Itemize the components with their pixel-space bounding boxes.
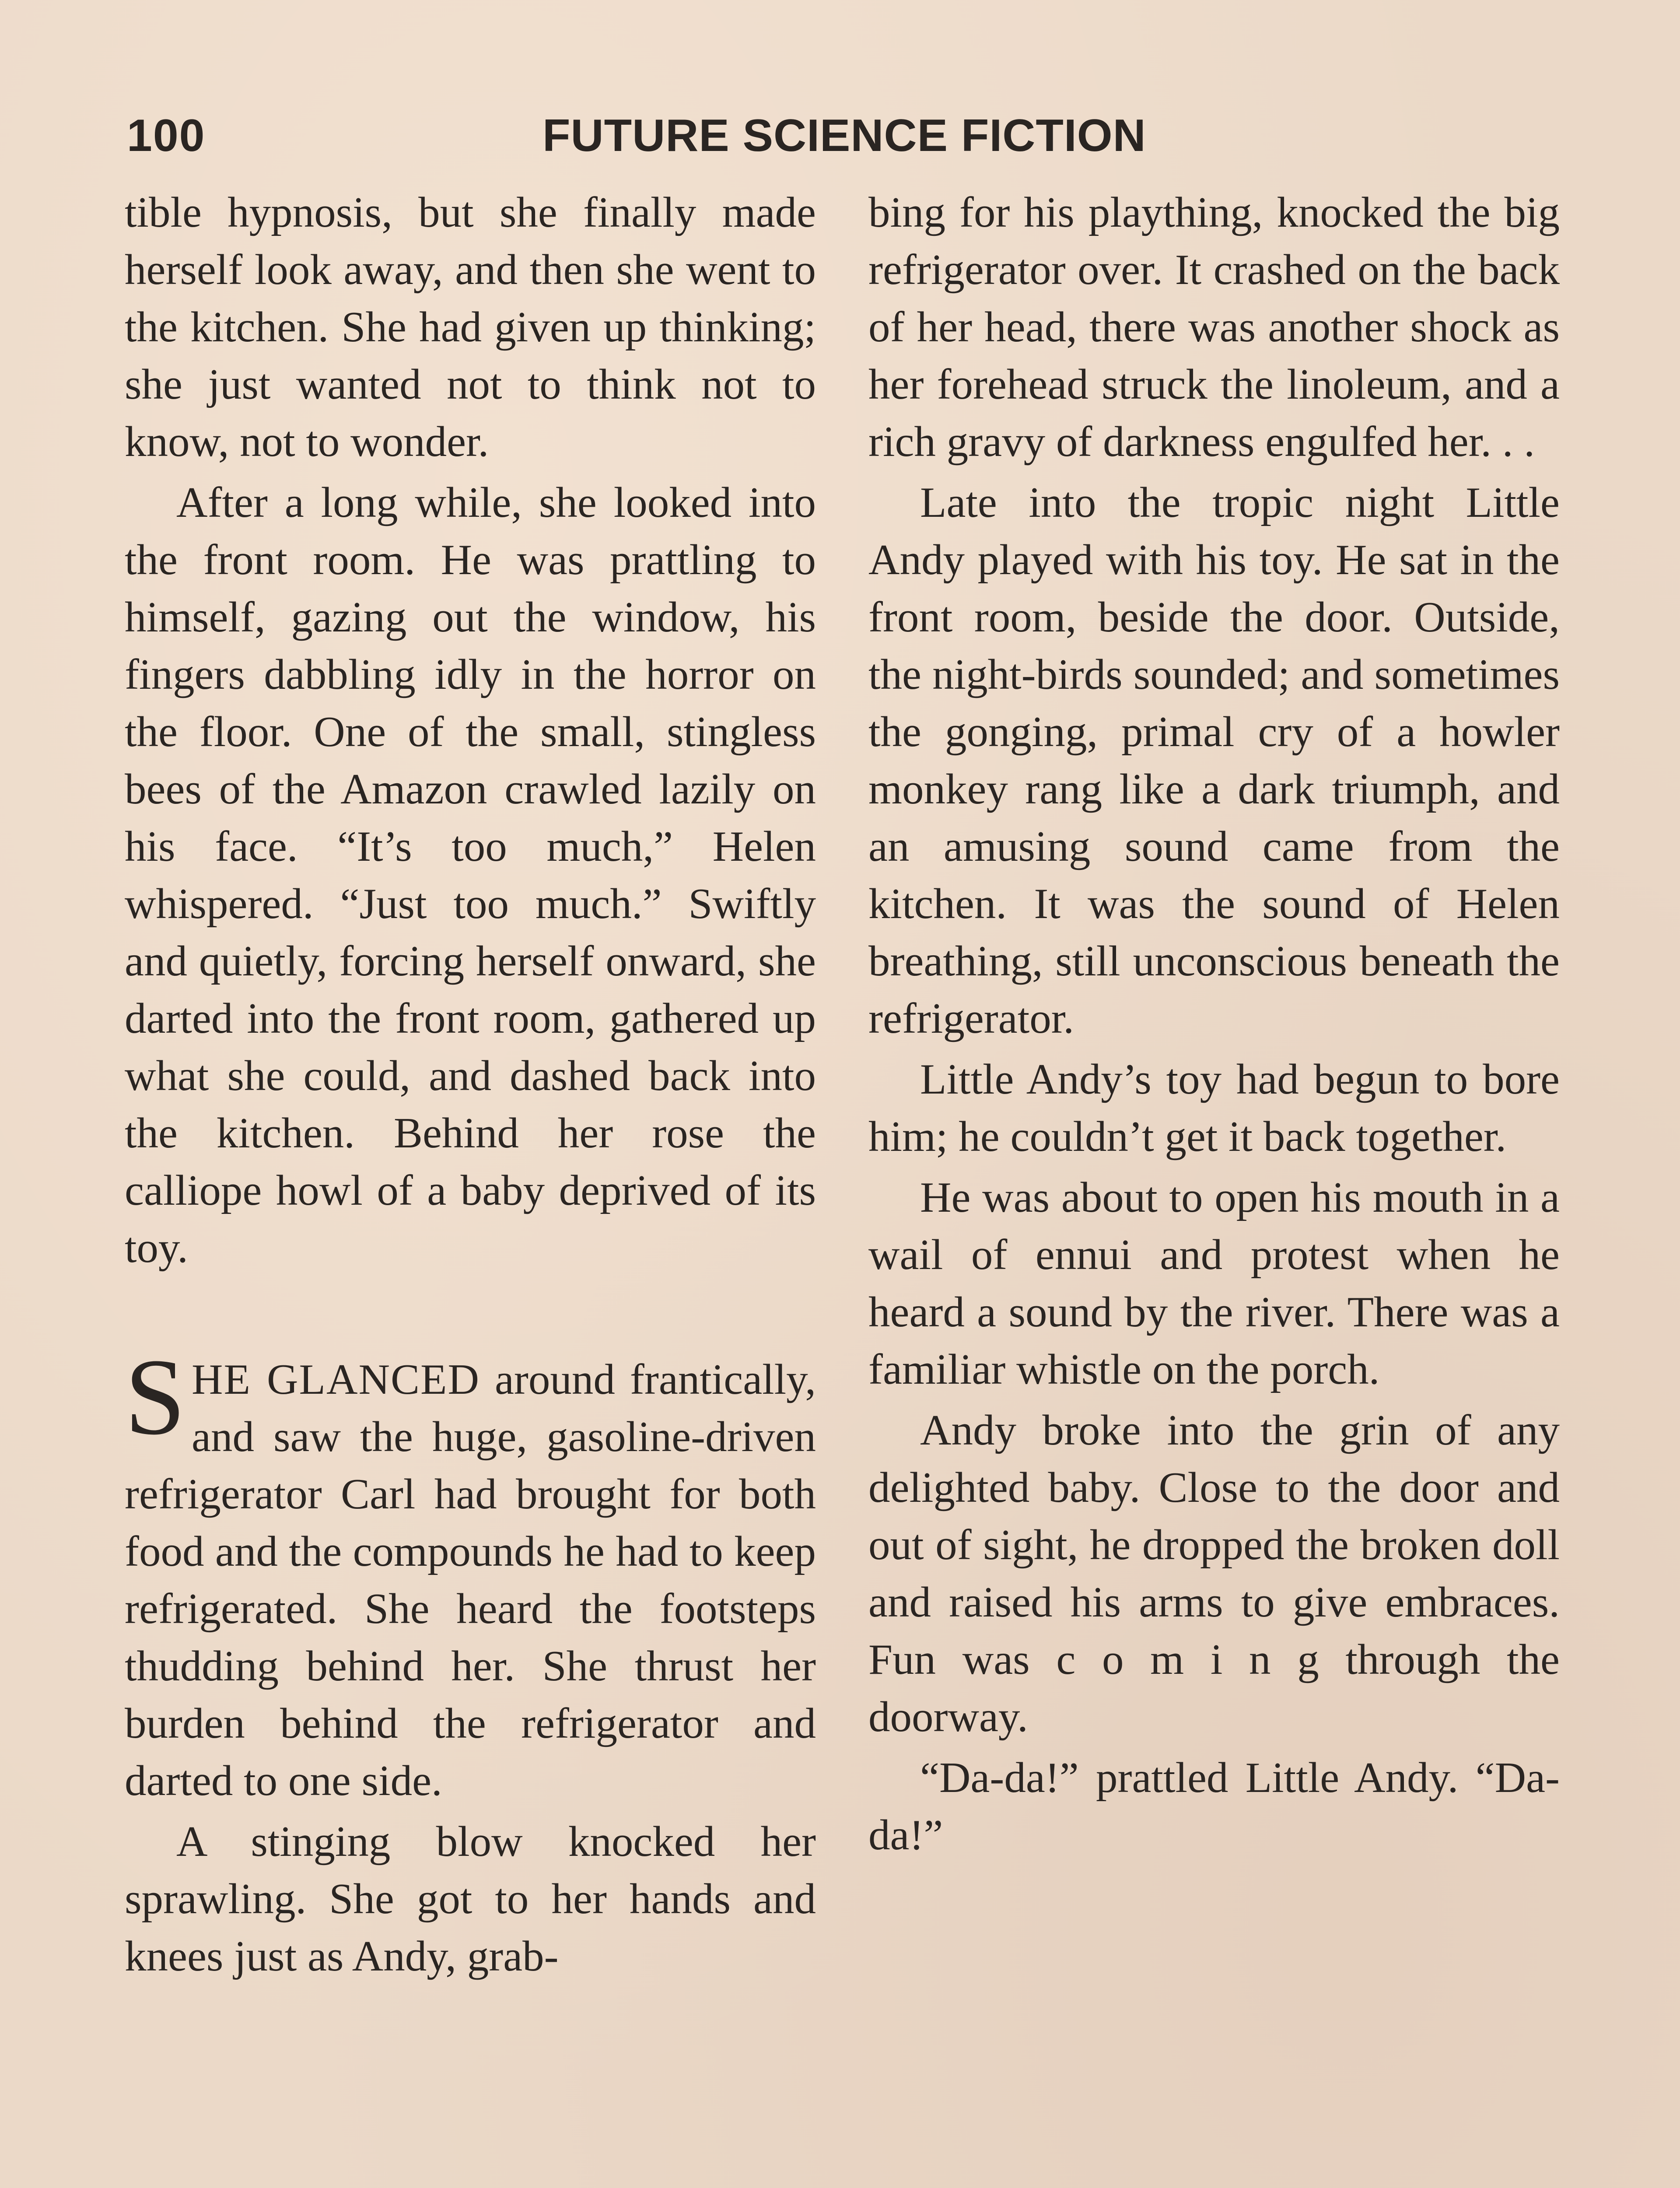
left-column	[125, 184, 816, 1985]
running-title: FUTURE SCIENCE FICTION	[542, 110, 1146, 161]
paragraph: After a long while, she looked into the front room. He was prattling to himself, gazing out the window, his fingers dabbling idly in the horror on the floor. One of the small, stingless bees of the Amazon crawled lazily on his face. “It’s too much,” Helen whispered. “Just too much.” Swiftly and quietly, forcing herself onward, she darted into the front room, gathered up what she could, and dashed back into the kitchen. Behind her rose the calliope howl of a baby deprived of its toy.	[125, 479, 816, 1272]
page-header	[122, 105, 1558, 166]
paragraph: Andy broke into the grin of any delighted baby. Close to the door and out of sight, he dropped the broken doll and raised his arms to give embraces. Fun was c o m i n g through the doorway.	[868, 1406, 1560, 1741]
drop-cap: S	[125, 1336, 186, 1458]
right-column	[868, 184, 1560, 1864]
paragraph: Little Andy’s toy had begun to bore him; he couldn’t get it back together.	[868, 1055, 1560, 1161]
section-opening-paragraph	[125, 1336, 816, 1809]
paragraph: He was about to open his mouth in a wail of ennui and protest when he heard a sound by the river. There was a familiar whistle on the porch.	[868, 1174, 1560, 1393]
paragraph: “Da-da!” prattled Little Andy. “Da-da!”	[868, 1754, 1560, 1859]
paragraph-text: around frantically, and saw the huge, gasoline-driven refrigerator Carl had brought for both food and the compounds he had to keep refrigerated. She heard the footsteps thudding behind her. She thrust her burden behind the refrigerator and darted to one side.	[125, 1356, 816, 1805]
paragraph: Late into the tropic night Little Andy played with his toy. He sat in the front room, beside the door. Outside, the night-birds sounded; and sometimes the gonging, primal cry of a howler monkey rang like a dark triumph, and an amusing sound came from the kitchen. It was the sound of Helen breathing, still unconscious beneath the refrigerator.	[868, 479, 1560, 1042]
paragraph: tible hypnosis, but she finally made herself look away, and then she went to the kitchen. She had given up thinking; she just wanted not to think not to know, not to wonder.	[125, 189, 816, 466]
small-caps-lead: HE GLANCED	[192, 1356, 480, 1403]
text-columns	[125, 184, 1568, 2188]
paragraph: A stinging blow knocked her sprawling. She got to her hands and knees just as Andy, grab-	[125, 1818, 816, 1980]
page-number: 100	[127, 110, 206, 161]
paragraph: bing for his plaything, knocked the big refrigerator over. It crashed on the back of her head, there was another shock as her forehead struck the linoleum, and a rich gravy of darkness engulfed her. . .	[868, 189, 1560, 466]
